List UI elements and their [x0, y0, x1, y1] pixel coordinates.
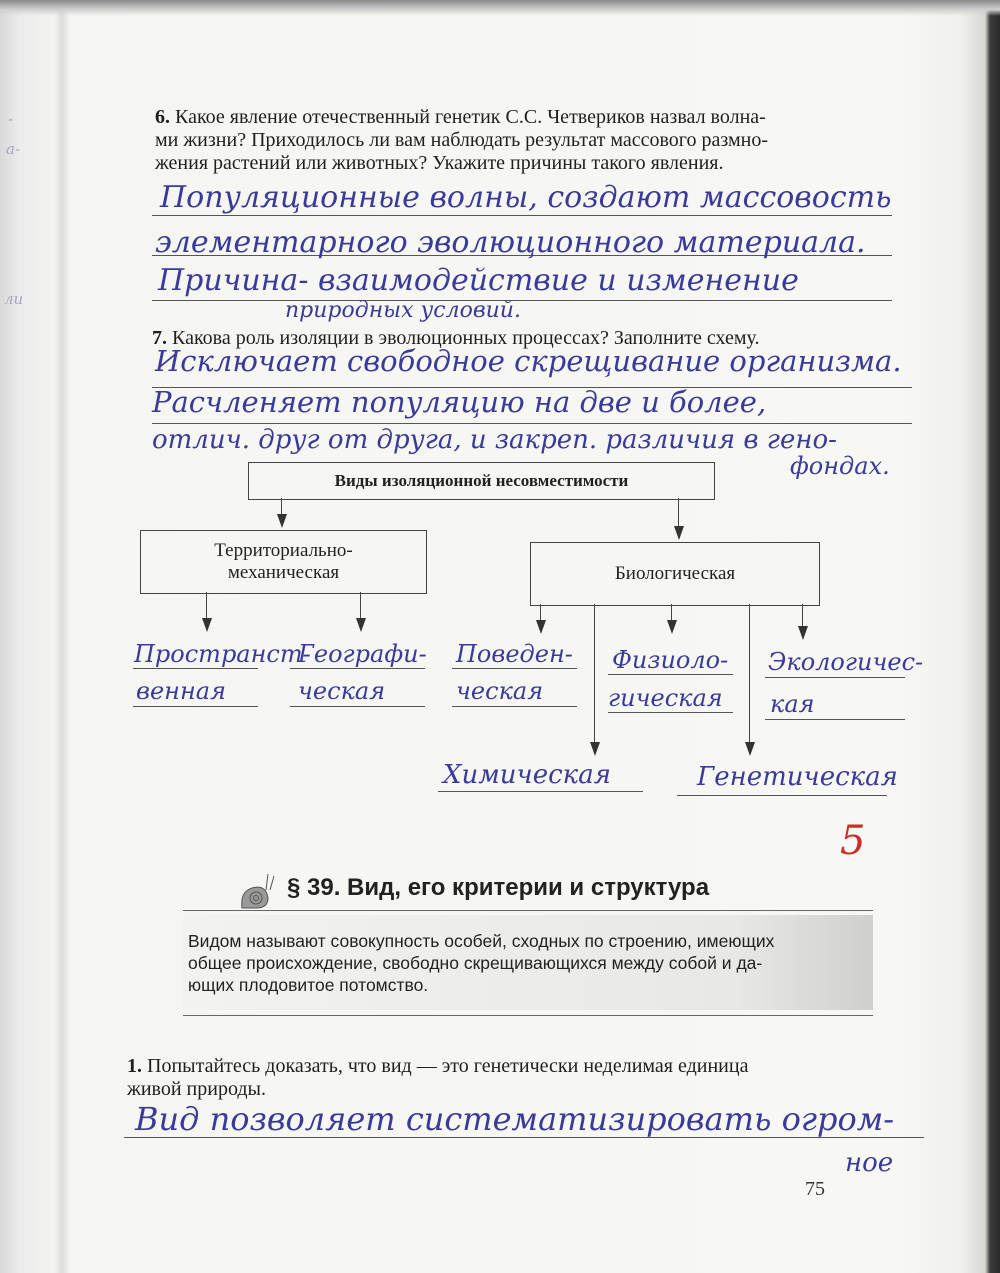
scheme-answer-geographic: Географи- [298, 640, 427, 668]
answer-line [133, 706, 258, 707]
arrow-down-icon [798, 626, 808, 640]
scheme-answer-ecological: кая [770, 690, 815, 718]
handwritten-answer: фондах. [790, 452, 890, 480]
box-label: механическая [227, 562, 340, 583]
answer-line [608, 712, 733, 713]
box-label: Территориально- [214, 540, 353, 561]
handwritten-answer: Расчленяет популяцию на две и более, [152, 385, 767, 419]
scheme-answer-geographic: ческая [298, 677, 386, 705]
handwritten-answer: Вид позволяет систематизировать огром- [135, 1100, 895, 1138]
question-text: живой природы. [127, 1078, 266, 1100]
question-1 [127, 1055, 907, 1101]
answer-line [438, 791, 643, 792]
answer-line [452, 668, 577, 669]
definition-text [188, 930, 868, 996]
scheme-answer-chemical: Химическая [443, 760, 611, 790]
answer-line [765, 719, 905, 720]
connector [802, 604, 803, 628]
arrow-down-icon [674, 526, 684, 540]
question-number: 1. [127, 1055, 142, 1077]
connector [206, 592, 207, 620]
handwritten-answer: элементарного эволюционного материала. [155, 225, 866, 260]
question-text: ми жизни? Приходилось ли вам наблюдать результат массового размно- [155, 129, 769, 151]
connector [678, 498, 679, 528]
answer-line [290, 706, 425, 707]
section-divider [183, 910, 873, 911]
question-number: 6. [155, 106, 170, 128]
scheme-answer-genetic: Генетическая [697, 762, 898, 792]
question-text: Какова роль изоляции в эволюционных процессах? Заполните схему. [172, 327, 760, 349]
scheme-answer-physiological: Физиоло- [612, 646, 729, 674]
handwritten-answer: Популяционные волны, создают массовость [160, 180, 892, 215]
question-text: жения растений или животных? Укажите причины такого явления. [155, 152, 724, 174]
question-number: 7. [152, 327, 167, 349]
margin-mark: - [8, 110, 14, 128]
scheme-answer-behavioral: Поведен- [456, 640, 573, 668]
handwritten-answer: отлич. друг от друга, и закреп. различия в гено- [152, 425, 837, 455]
handwritten-answer: Причина- взаимодействие и изменение [158, 263, 799, 298]
page-number: 75 [805, 1178, 825, 1200]
scheme-box-biological: Биологическая [530, 542, 820, 606]
margin-mark: ли [4, 290, 24, 308]
section-divider [183, 1015, 873, 1016]
arrow-down-icon [356, 618, 366, 632]
definition-line: общее происхождение, свободно скрещивающихся между собой и да- [188, 953, 763, 973]
grade-mark: 5 [840, 818, 866, 864]
answer-line [677, 795, 887, 796]
connector [360, 592, 361, 620]
handwritten-answer: ное [845, 1148, 894, 1178]
arrow-down-icon [202, 618, 212, 632]
answer-line [290, 668, 425, 669]
scheme-answer-ecological: Экологичес- [768, 648, 924, 676]
answer-line [765, 677, 905, 678]
arrow-down-icon [667, 620, 677, 634]
handwritten-answer: природных условий. [285, 298, 521, 323]
scheme-answer-physiological: гическая [608, 684, 723, 712]
connector [749, 604, 750, 744]
definition-line: ющих плодовитое потомство. [188, 975, 429, 995]
page-top-shadow [0, 0, 1000, 16]
connector [594, 604, 595, 744]
scheme-answer-behavioral: ческая [456, 677, 544, 705]
scheme-box-territorial [140, 530, 427, 594]
arrow-down-icon [590, 742, 600, 756]
margin-mark: а- [6, 140, 21, 158]
answer-line [133, 668, 258, 669]
answer-line [152, 215, 892, 216]
question-text: Какое явление отечественный генетик С.С. Четвериков назвал волна- [175, 106, 766, 128]
definition-line: Видом называют совокупность особей, сходных по строению, имеющих [188, 931, 775, 951]
arrow-down-icon [745, 742, 755, 756]
answer-line [152, 300, 892, 301]
answer-line [452, 706, 577, 707]
handwritten-answer: Исключает свободное скрещивание организма. [155, 344, 902, 378]
question-6 [155, 106, 915, 175]
answer-line [152, 423, 912, 424]
section-title: § 39. Вид, его критерии и структура [287, 874, 710, 901]
arrow-down-icon [536, 620, 546, 634]
arrow-down-icon [277, 514, 287, 528]
answer-line [608, 674, 733, 675]
scheme-answer-spatial: Пространст- [134, 640, 311, 668]
snail-icon [238, 870, 280, 910]
question-text: Попытайтесь доказать, что вид — это генетически неделимая единица [147, 1055, 749, 1077]
scheme-root-box: Виды изоляционной несовместимости [248, 462, 715, 500]
scheme-answer-spatial: венная [136, 677, 226, 705]
